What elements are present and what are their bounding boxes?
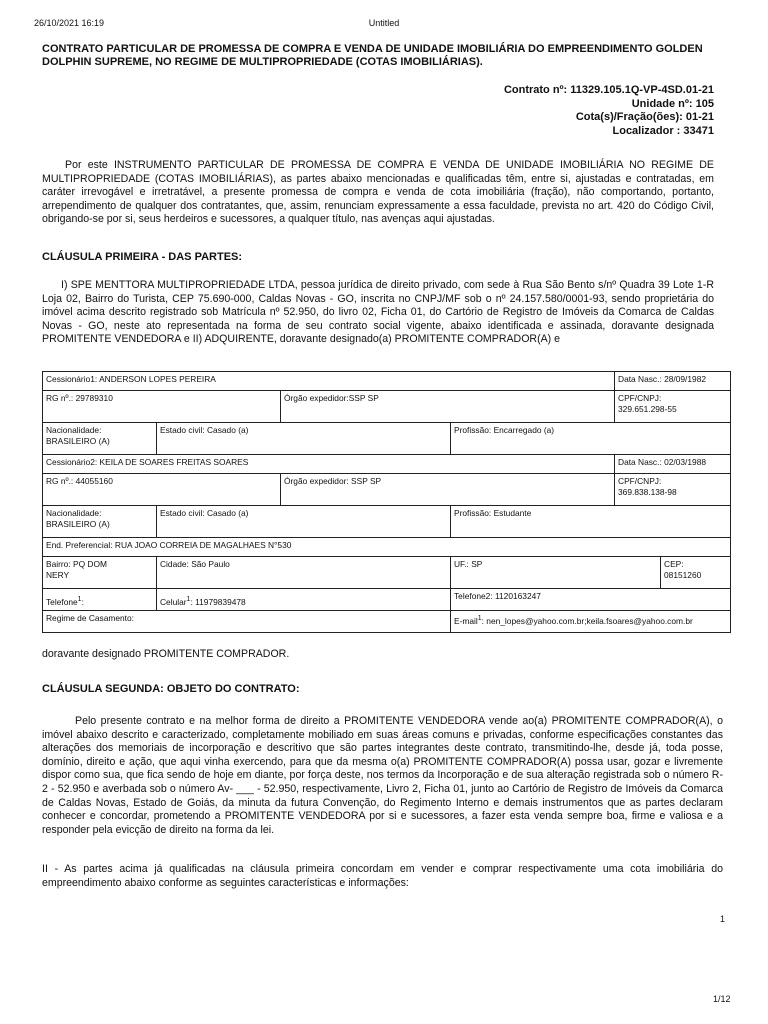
- after-form-text: doravante designado PROMITENTE COMPRADOR.: [42, 648, 290, 660]
- preferred-address: End. Preferencial: RUA JOAO CORREIA DE MAGALHAES N°530: [43, 538, 731, 557]
- regime-casamento: Regime de Casamento:: [43, 611, 451, 633]
- celular-value: : 11979839478: [190, 597, 246, 607]
- parties-form: [42, 371, 731, 633]
- uf-cell: UF.: SP: [451, 557, 661, 589]
- nationality-value: BRASILEIRO (A): [46, 519, 110, 529]
- cpf-value: 329.651.298-55: [618, 404, 677, 414]
- clause1-heading: CLÁUSULA PRIMEIRA - DAS PARTES:: [42, 251, 243, 263]
- cessionario2-rg: RG nº.: 44055160: [43, 474, 281, 506]
- cessionario1-civil-status: Estado civil: Casado (a): [157, 423, 451, 455]
- clause2-paragraph1: Pelo presente contrato e na melhor forma de direito a PROMITENTE VENDEDORA vende ao(a) PROMITENTE COMPRADOR(A), o imóvel abaixo descrito e caracterizado, completamente mobiliado em suas áreas comuns e privadas, conforme especificações constantes das alterações dos memoriais de incorporação e descritivo que são partes integrantes deste contrato, transmitindo-lhe, desde já, toda posse, domínio, direito e ação, que aqui vinha exercendo, para que da mesma o(a) PROMITENTE COMPRADOR(A) possa usar, gozar e livremente dispor como sua, que fica sendo de hoje em diante, por força deste, nos termos da Incorporação e de sua alteração registrada sob o número R-2 - 52.950 e averbada sob o número Av- ___ - 52.950, respectivamente, Livro 2, Ficha 01, junto ao Cartório de Registro de Imóveis da Comarca de Caldas Novas, Estado de Goiás, da minuta da futura Convenção, do Regimento Interno e demais instrumentos que as partes declaram conhecer e concordar, prometendo a PROMITENTE VENDEDORA por si e sucessores, a fazer esta venda sempre boa, firme e valiosa e a responder pela evicção de direito na forma da lei.: [42, 715, 723, 836]
- bairro-value: NERY: [46, 570, 70, 580]
- cessionario2-profession: Profissão: Estudante: [451, 506, 731, 538]
- cep-value: 08151260: [664, 570, 702, 580]
- contract-meta: [504, 84, 714, 138]
- footnote-marker: 1: [77, 596, 82, 604]
- cessionario1-name: Cessionário1: ANDERSON LOPES PEREIRA: [43, 372, 615, 391]
- telefone-label: Telefone: [46, 597, 78, 607]
- telefone2-cell: Telefone2: 1120163247: [451, 589, 731, 611]
- cep-label: CEP:: [664, 559, 684, 569]
- unit-number: Unidade nº: 105: [631, 97, 714, 110]
- email-cell: [451, 611, 731, 633]
- bairro-cell: [43, 557, 157, 589]
- share-fraction: Cota(s)/Fração(ões): 01-21: [575, 111, 714, 124]
- celular-label: Celular: [160, 597, 187, 607]
- print-title: Untitled: [368, 18, 400, 28]
- celular-cell: [157, 589, 451, 611]
- clause2-paragraph2: II - As partes acima já qualificadas na cláusula primeira concordam em vender e comprar respectivamente uma cota imobiliária do empreendimento abaixo conforme as seguintes características e informações:: [42, 863, 723, 889]
- cessionario1-issuer: Órgão expedidor:SSP SP: [281, 391, 615, 423]
- cpf-label: CPF/CNPJ:: [618, 393, 662, 403]
- cessionario2-issuer: Órgão expedidor: SSP SP: [281, 474, 615, 506]
- locator: Localizador : 33471: [612, 124, 714, 137]
- footnote-marker: 1: [477, 615, 482, 622]
- cep-cell: [661, 557, 731, 589]
- page-count: 1/12: [713, 994, 731, 1004]
- email-label: E-mail: [454, 615, 478, 626]
- telefone-cell: Telefone$^1$:: [43, 589, 157, 611]
- page-number: 1: [720, 914, 726, 924]
- email-value: : nen_lopes@yahoo.com.br;keila.fsoares@yahoo.com.br: [481, 615, 693, 626]
- print-datetime: 26/10/2021 16:19: [34, 18, 105, 28]
- intro-paragraph: Por este INSTRUMENTO PARTICULAR DE PROMESSA DE COMPRA E VENDA DE UNIDADE IMOBILIÁRIA NO REGIME DE MULTIPROPRIEDADE (COTAS IMOBILIÁRIAS), as partes abaixo mencionadas e qualificadas têm, entre si, ajustadas e contratadas, em caráter irrevogável e irretratável, a presente promessa de compra e venda de cota imobiliária (fração), não comportando, portanto, arrependimento de qualquer dos contratantes, que, assim, renunciam expressamente a essa faculdade, prevista no art. 420 do Código Civil, obrigando-se por si, seus herdeiros e sucessores, a qualquer título, nas avenças aqui ajustadas.: [42, 159, 714, 226]
- cessionario1-birthdate: Data Nasc.: 28/09/1982: [615, 372, 731, 391]
- nationality-label: Nacionalidade:: [46, 425, 102, 435]
- cpf-value: 369.838.138-98: [618, 487, 677, 497]
- cpf-label: CPF/CNPJ:: [618, 476, 662, 486]
- cessionario2-cpf-cell: [615, 474, 731, 506]
- cessionario1-cpf-cell: [615, 391, 731, 423]
- contract-number: Contrato nº: 11329.105.1Q-VP-4SD.01-21: [503, 84, 714, 96]
- document-title: CONTRATO PARTICULAR DE PROMESSA DE COMPRA E VENDA DE UNIDADE IMOBILIÁRIA DO EMPREENDIMENTO GOLDEN DOLPHIN SUPREME, NO REGIME DE MULTIPROPRIEDADE (COTAS IMOBILIÁRIAS).: [42, 43, 703, 68]
- cessionario2-name: Cessionário2: KEILA DE SOARES FREITAS SOARES: [43, 455, 615, 474]
- nationality-value: BRASILEIRO (A): [46, 436, 110, 446]
- cessionario1-profession: Profissão: Encarregado (a): [451, 423, 731, 455]
- cessionario2-nationality: [43, 506, 157, 538]
- nationality-label: Nacionalidade:: [46, 508, 102, 518]
- bairro-label: Bairro: PQ DOM: [46, 559, 107, 569]
- footnote-marker: 1: [186, 596, 191, 604]
- cessionario1-rg: RG nº.: 29789310: [43, 391, 281, 423]
- clause2-heading: CLÁUSULA SEGUNDA: OBJETO DO CONTRATO:: [42, 683, 300, 695]
- cidade-cell: Cidade: São Paulo: [157, 557, 451, 589]
- cessionario2-birthdate: Data Nasc.: 02/03/1988: [615, 455, 731, 474]
- cessionario2-civil-status: Estado civil: Casado (a): [157, 506, 451, 538]
- cessionario1-nationality: [43, 423, 157, 455]
- clause1-paragraph: I) SPE MENTTORA MULTIPROPRIEDADE LTDA, pessoa jurídica de direito privado, com sede à Rua São Bento s/nº Quadra 39 Lote 1-R Loja 02, Bairro do Turista, CEP 75.690-000, Caldas Novas - GO, inscrita no CNPJ/MF sob o nº 24.157.580/0001-93, sendo proprietária do imóvel acima descrito registrado sob Matrícula nº 52.950, do livro 02, Ficha 01, do Cartório de Registro de Imóveis da Comarca de Caldas Novas - GO, neste ato representada na forma de seu contrato social vigente, abaixo identificada e assinada, doravante designada PROMITENTE VENDEDORA e II) ADQUIRENTE, doravante designado(a) PROMITENTE COMPRADOR(A) e: [42, 279, 714, 346]
